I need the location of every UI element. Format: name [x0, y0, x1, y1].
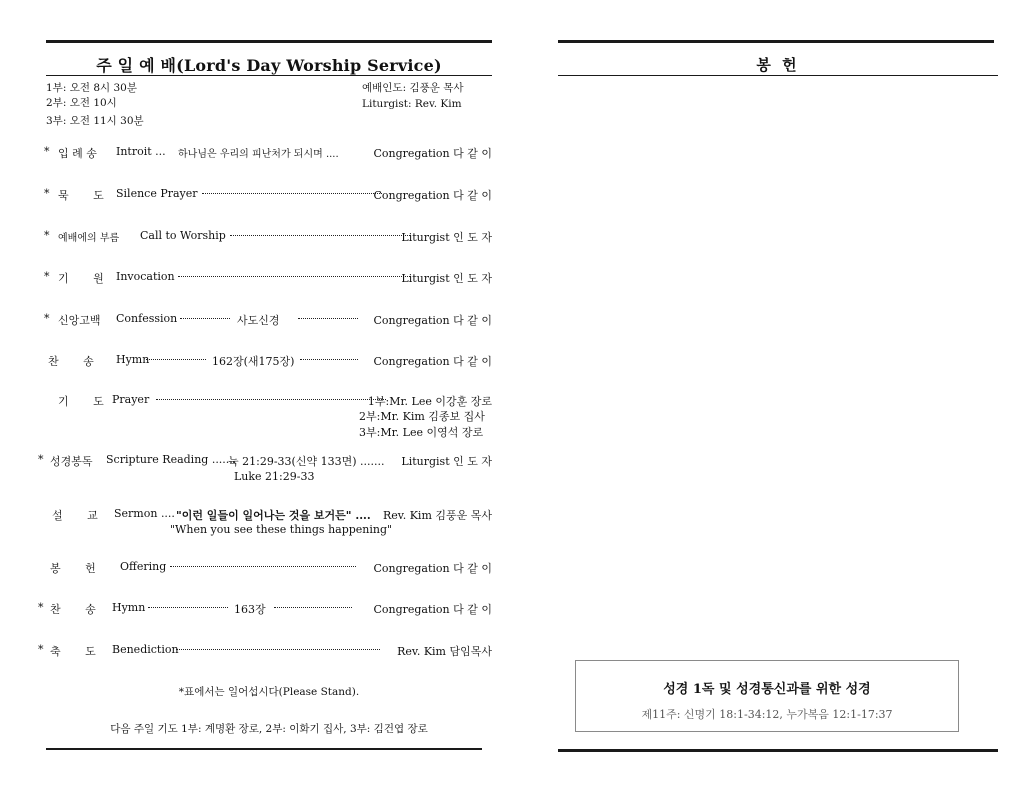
next-week-prayer: 다음 주일 기도 1부: 계명환 장로, 2부: 이화기 집사, 3부: 김건엽 장로	[110, 723, 428, 735]
item-responsible: Congregation 다 같 이	[373, 147, 492, 160]
item-label: 신앙고백	[58, 314, 101, 327]
leader-dots	[274, 607, 352, 608]
item-responsible: Rev. Kim 김풍운 목사	[383, 509, 492, 522]
scripture-english-ref: Luke 21:29-33	[234, 470, 315, 483]
item-english: Prayer	[112, 393, 150, 406]
item-responsible: Liturgist 인 도 자	[401, 231, 492, 244]
item-english: Offering	[120, 560, 167, 573]
stand-marker: *	[38, 601, 44, 614]
item-english: Benediction	[112, 643, 179, 656]
item-responsible: Congregation 다 같 이	[373, 603, 492, 616]
item-label: 성경봉독	[50, 455, 93, 468]
service-time-3: 3부: 오전 11시 30분	[46, 115, 144, 127]
item-english: Hymn	[116, 353, 150, 366]
worship-leader: 예배인도: 김풍운 목사	[362, 82, 464, 94]
bible-reading-title: 성경 1독 및 성경통신과를 위한 성경	[663, 682, 871, 697]
left-top-rule	[46, 40, 492, 43]
offering-title: 봉 헌	[756, 56, 800, 74]
item-responsible: Congregation 다 같 이	[373, 189, 492, 202]
item-label: 봉 헌	[50, 562, 96, 575]
item-responsible: 1부:Mr. Lee 이강훈 장로	[367, 395, 492, 408]
item-english: Call to Worship	[140, 229, 226, 242]
prayer-2nd-service: 2부:Mr. Kim 김종보 집사	[359, 410, 485, 423]
leader-dots	[176, 649, 380, 650]
stand-marker: *	[44, 312, 50, 325]
item-responsible: Congregation 다 같 이	[373, 314, 492, 327]
item-label: 예배에의 부름	[58, 233, 120, 244]
item-detail: 163장	[234, 603, 266, 616]
sermon-title: "이런 일들이 일어나는 것을 보거든" ....	[176, 509, 371, 522]
leader-dots	[230, 235, 410, 236]
stand-marker: *	[44, 187, 50, 200]
item-label: 설 교	[52, 509, 98, 522]
right-bottom-rule	[558, 749, 998, 752]
item-english: Introit ...	[116, 145, 166, 158]
service-time-1: 1부: 오전 8시 30분	[46, 82, 137, 94]
item-responsible: Liturgist 인 도 자	[401, 455, 492, 468]
stand-marker: *	[38, 453, 44, 466]
item-label: 입 례 송	[58, 147, 97, 160]
item-label: 기 도	[58, 395, 104, 408]
item-english: Confession	[116, 312, 178, 325]
bible-reading-box	[575, 660, 959, 732]
item-responsible: Congregation 다 같 이	[373, 355, 492, 368]
leader-dots	[170, 566, 356, 567]
item-detail: 눅 21:29-33(신약 133면) .......	[228, 455, 385, 468]
leader-dots	[298, 318, 358, 319]
item-responsible: Rev. Kim 담임목사	[397, 645, 492, 658]
leader-dots	[178, 276, 410, 277]
left-bottom-rule	[46, 748, 482, 750]
right-title-underline	[558, 75, 998, 76]
item-detail: 하나님은 우리의 피난처가 되시며 ....	[178, 149, 339, 160]
sermon-english-title: "When you see these things happening"	[170, 523, 393, 536]
item-english: Scripture Reading .......	[106, 453, 237, 466]
right-top-rule	[558, 40, 994, 43]
stand-marker: *	[38, 643, 44, 656]
stand-marker: *	[44, 145, 50, 158]
leader-dots	[146, 359, 206, 360]
service-title: 주 일 예 배(Lord's Day Worship Service)	[96, 56, 442, 75]
item-label: 찬 송	[48, 355, 94, 368]
item-label: 찬 송	[50, 603, 96, 616]
item-responsible: Liturgist 인 도 자	[401, 272, 492, 285]
leader-dots	[156, 399, 386, 400]
item-english: Hymn	[112, 601, 146, 614]
item-english: Invocation	[116, 270, 175, 283]
item-label: 축 도	[50, 645, 96, 658]
service-time-2: 2부: 오전 10시	[46, 97, 117, 109]
stand-marker: *	[44, 270, 50, 283]
item-detail: 사도신경	[237, 314, 280, 327]
item-label: 기 원	[58, 272, 104, 285]
stand-note: *표에서는 일어섭시다(Please Stand).	[178, 686, 360, 698]
item-english: Sermon ....	[114, 507, 175, 520]
leader-dots	[202, 193, 382, 194]
item-responsible: Congregation 다 같 이	[373, 562, 492, 575]
prayer-3rd-service: 3부:Mr. Lee 이영석 장로	[359, 426, 484, 439]
left-title-underline	[46, 75, 492, 76]
leader-dots	[148, 607, 228, 608]
leader-dots	[180, 318, 230, 319]
stand-marker: *	[44, 229, 50, 242]
item-detail: 162장(새175장)	[212, 355, 295, 368]
liturgist: Liturgist: Rev. Kim	[362, 98, 462, 110]
bible-reading-schedule: 제11주: 신명기 18:1-34:12, 누가복음 12:1-17:37	[641, 708, 893, 721]
item-label: 묵 도	[58, 189, 104, 202]
item-english: Silence Prayer	[116, 187, 198, 200]
leader-dots	[300, 359, 358, 360]
